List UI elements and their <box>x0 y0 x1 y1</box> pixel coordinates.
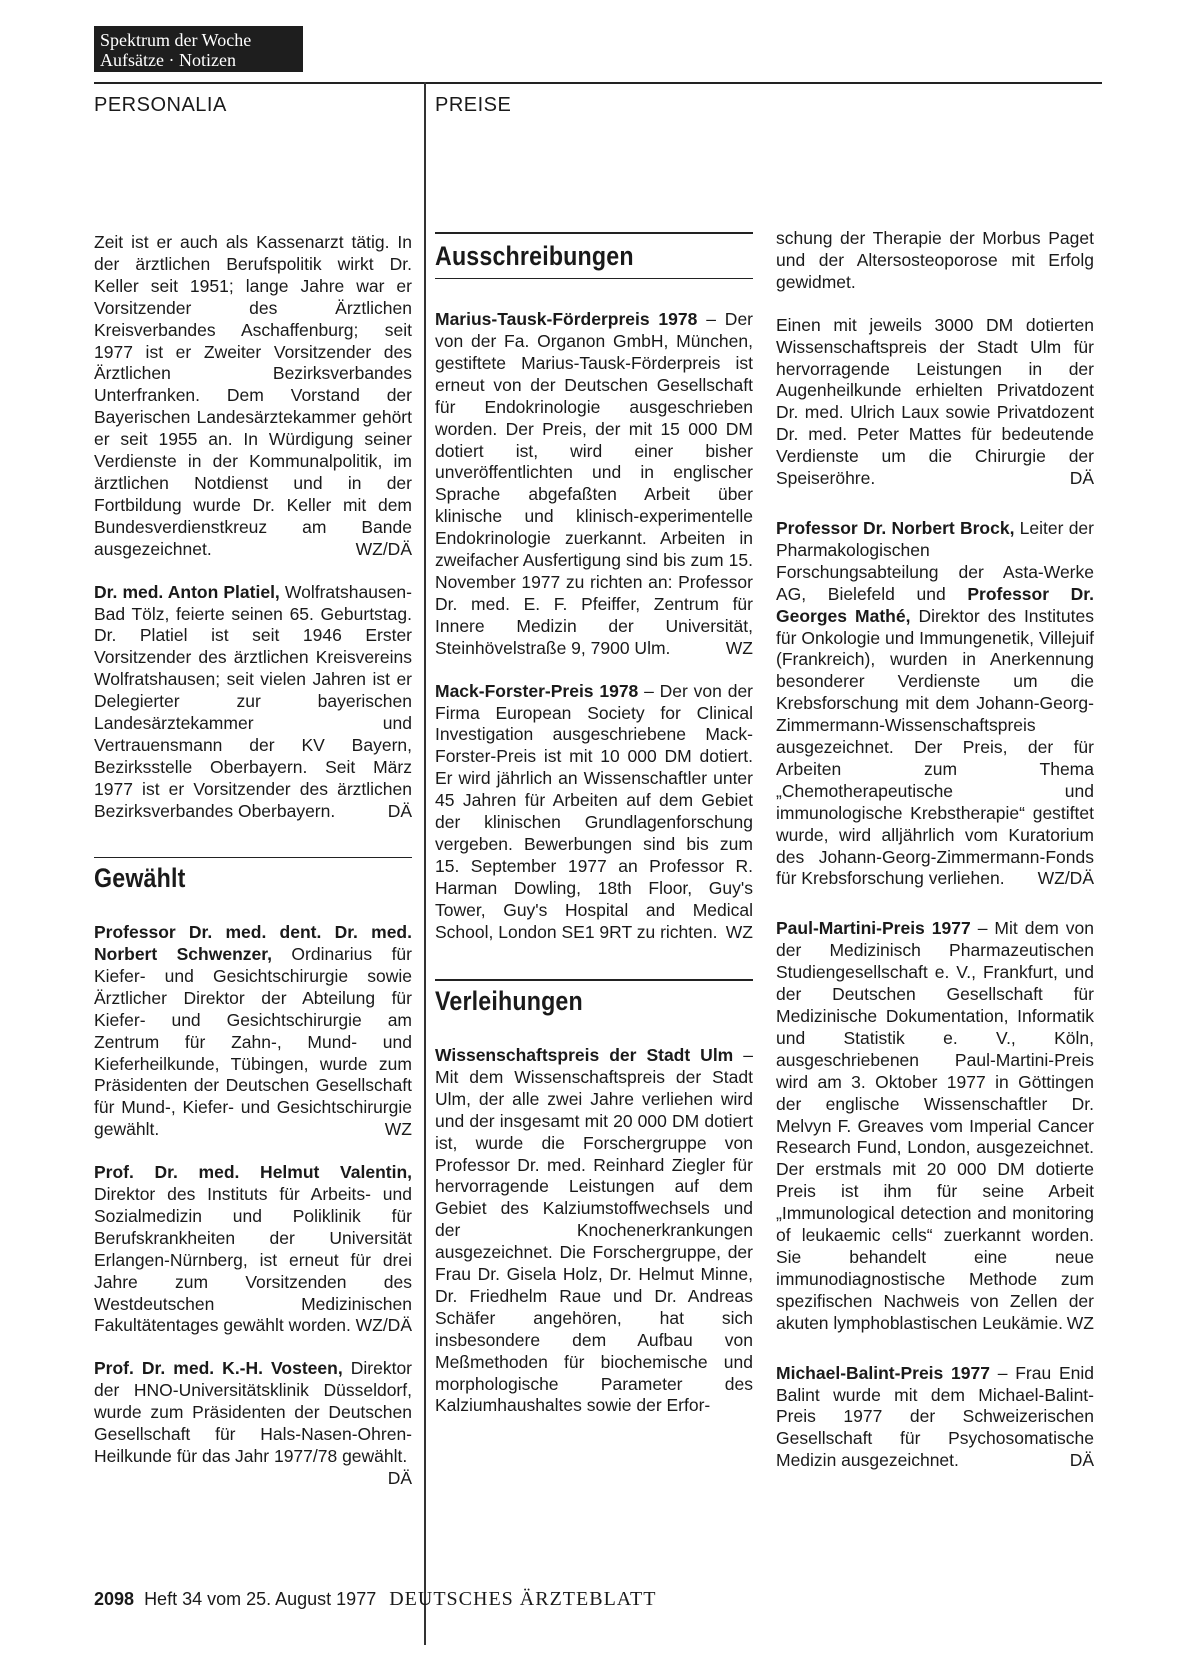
column-3 <box>776 228 1094 1493</box>
paragraph-text: – Mit dem Wissenschaftspreis der Stadt Ulm, der alle zwei Jahre verliehen wird und der insgesamt mit 20 000 DM dotiert ist, wurde die Forschergruppe von Professor Dr. med. Reinhard Ziegler für hervorragende Leistungen auf dem Gebiet des Kalziumstoffwechsels und der Knochenerkrankungen ausgezeichnet. Die Forschergruppe, der Frau Dr. Gisela Holz, Dr. Helmut Minne, Dr. Friedhelm Raue und Dr. Andreas Schäfer angehören, hat sich insbesondere dem Aufbau von Meßmethoden für biochemische und morphologische Parameter des Kalziumhaushaltes sowie der Erfor- <box>435 1044 753 1416</box>
paragraph-text: – Der von der Fa. Organon GmbH, München, gestiftete Marius-Tausk-Förderpreis ist erneut von der Deutschen Gesellschaft für Endokrinologie ausgeschrieben worden. Der Preis, der mit 15 000 DM dotiert ist, wird einer bisher unveröffentlichten und in englischer Sprache abgefaßten Arbeit über klinische und klinisch-experimentelle Endokrinologie zuerkannt. Arbeiten in zweifacher Ausfertigung sind bis zum 15. November 1977 zu richten an: Professor Dr. med. E. F. Pfeiffer, Zentrum für Innere Medizin der Universität, Steinhövelstraße 9, 7900 Ulm. <box>435 309 753 658</box>
page-number: 2098 <box>94 1589 135 1609</box>
paragraph-text: Ordinarius für Kiefer- und Gesichtschirurgie sowie Ärztlicher Direktor der Abteilung für Kiefer- und Gesichtschirurgie am Zentrum für Zahn-, Mund- und Kieferheilkunde, Tübingen, wurde zum Präsidenten der Deutschen Gesellschaft für Mund-, Kiefer- und Gesichtschirurgie gewählt. <box>94 943 412 1140</box>
paragraph-text: – Mit dem von der Medizinisch Pharmazeutischen Studiengesellschaft e. V., Frankfurt, und der Deutschen Gesellschaft für Medizinische Dokumentation, Informatik und Statistik e. V., Köln, ausgeschriebenen Paul-Martini-Preis wird am 3. Oktober 1977 in Göttingen der englische Wissenschaftler Dr. Melvyn F. Greaves vom Imperial Cancer Research Fund, London, ausgezeichnet. Der erstmals mit 20 000 DM dotierte Preis ist ihm für seine Arbeit „Immunological detection and monitoring of leukaemic cells“ zuerkannt worden. Sie behandelt eine neue immunodiagnostische Methode zum spezifischen Nachweis von Zellen der akuten lymphoblastischen Leukämie. <box>776 918 1094 1333</box>
top-rule <box>94 82 1102 84</box>
heading-block-gewaehlt <box>94 857 412 894</box>
person-name: Prof. Dr. med. K.-H. Vosteen, <box>94 1358 343 1379</box>
paragraph-mack-forster <box>435 681 753 944</box>
person-name: Professor Dr. Georges Mathé, <box>776 583 1095 626</box>
paragraph-vosteen <box>94 1358 413 1488</box>
paragraph-text: Leiter der Pharmakologischen Forschungsabteilung der Asta-Werke AG, Bielefeld und <box>776 517 1094 604</box>
prize-name: Michael-Balint-Preis 1977 <box>776 1362 990 1383</box>
author-signature: DÄ <box>1069 1450 1094 1471</box>
person-name: Professor Dr. Norbert Brock, <box>776 517 1015 538</box>
paragraph-text: Einen mit jeweils 3000 DM dotierten Wissenschaftspreis der Stadt Ulm für hervorragende Leistungen in der Augenheilkunde erhielten Privatdozent Dr. med. Ulrich Laux sowie Privatdozent Dr. med. Peter Mattes für bedeutende Verdienste um die Chirurgie der Speiseröhre. <box>776 314 1094 489</box>
heading-gewaehlt: Gewählt <box>94 863 186 894</box>
prize-name: Wissenschaftspreis der Stadt Ulm <box>435 1044 734 1065</box>
paragraph-keller <box>94 232 412 561</box>
section-header-box <box>94 26 303 72</box>
paragraph-text: Direktor des Institutes für Onkologie und Immungenetik, Villejuif (Frankreich), wurden in Anerkennung besonderer Verdienste um die Krebsforschung mit dem Johann-Georg-Zimmermann-Wissenschaftspreis ausgezeichnet. Der Preis, der für Arbeiten zum Thema „Chemotherapeutische und immunologische Krebstherapie“ gestiftet wurde, wird alljährlich vom Kuratorium des Johann-Georg-Zimmermann-Fonds für Krebsforschung verliehen. <box>776 605 1094 889</box>
paragraph-schwenzer <box>94 922 412 1141</box>
person-name: Professor Dr. med. dent. Dr. med. Norbert Schwenzer, <box>94 922 412 964</box>
paragraph-text: Direktor der HNO-Universitätsklinik Düsseldorf, wurde zum Präsidenten der Deutschen Gesellschaft für Hals-Nasen-Ohren-Heilkunde für das Jahr 1977/78 gewählt. <box>94 1358 413 1466</box>
author-signature: WZ <box>1066 1312 1094 1333</box>
paragraph-platiel <box>94 582 412 823</box>
paragraph-text: – Frau Enid Balint wurde mit dem Michael-Balint-Preis 1977 der Schweizerischen Gesellschaft für Psychosomatische Medizin ausgezeichnet. <box>776 1362 1095 1471</box>
heading-rule <box>435 979 753 981</box>
paragraph-michael-balint <box>776 1363 1094 1473</box>
heading-rule <box>435 232 753 234</box>
paragraph-valentin <box>94 1162 412 1337</box>
heading-rule <box>94 857 412 859</box>
column-1 <box>94 232 412 1490</box>
author-signature: WZ/DÄ <box>355 1315 412 1336</box>
paragraph-text: schung der Therapie der Morbus Paget und der Altersosteoporose mit Erfolg gewidmet. <box>776 228 1094 292</box>
heading-block-ausschreibungen <box>435 232 753 279</box>
heading-ausschreibungen: Ausschreibungen <box>435 240 634 271</box>
header-line-1: Spektrum der Woche <box>100 30 252 50</box>
prize-name: Paul-Martini-Preis 1977 <box>776 918 971 939</box>
column-divider <box>424 82 426 1645</box>
magazine-title: DEUTSCHES ÄRZTEBLATT <box>389 1588 657 1610</box>
author-signature: DÄ <box>1069 468 1094 489</box>
author-signature: DÄ <box>387 1467 412 1488</box>
header-line-2: Aufsätze · Notizen <box>100 50 236 70</box>
author-signature: WZ/DÄ <box>355 538 412 559</box>
paragraph-text: Zeit ist er auch als Kassenarzt tätig. In der ärztlichen Berufspolitik wirkt Dr. Keller seit 1951; lange Jahre war er Vorsitzender des Ärztlichen Kreisverbandes Aschaffenburg; seit 1977 ist er Zweiter Vorsitzender des Ärztlichen Bezirksverbandes Unterfranken. Dem Vorstand der Bayerischen Landesärztekammer gehört er seit 1955 an. In Würdigung seiner Verdienste in der Kommunalpolitik, im ärztlichen Notdienst und in der Fortbildung wurde Dr. Keller mit dem Bundesverdienstkreuz am Bande ausgezeichnet. <box>94 232 412 559</box>
author-signature: WZ <box>384 1119 412 1140</box>
paragraph-ulm-prize <box>435 1045 753 1417</box>
paragraph-paul-martini <box>776 918 1094 1334</box>
prize-name: Mack-Forster-Preis 1978 <box>435 680 639 701</box>
author-signature: WZ <box>725 921 753 942</box>
author-signature: WZ <box>725 637 753 658</box>
paragraph-text: – Der von der Firma European Society for Clinical Investigation ausgeschriebene Mack-Forster-Preis ist mit 10 000 DM dotiert. Er wird jährlich an Wissenschaftler unter 45 Jahren für Arbeiten auf dem Gebiet der klinischen Grundlagenforschung vergeben. Bewerbungen sind bis zum 15. September 1977 an Professor R. Harman Dowling, 18th Floor, Guy's Tower, Guy's Hospital and Medical School, London SE1 9RT zu richten. <box>435 680 754 942</box>
author-signature: WZ/DÄ <box>1037 868 1094 889</box>
heading-verleihungen: Verleihungen <box>435 986 583 1017</box>
paragraph-text: Wolfratshausen-Bad Tölz, feierte seinen 65. Geburtstag. Dr. Platiel ist seit 1946 Erster Vorsitzender des ärztlichen Kreisvereins Wolfratshausen; seit vielen Jahren ist er Delegierter zur bayerischen Landesärztekammer und Vertrauensmann der KV Bayern, Bezirksstelle Oberbayern. Seit März 1977 ist er Vorsitzender des ärztlichen Bezirksverbandes Oberbayern. <box>94 581 412 821</box>
column-2 <box>435 232 753 1438</box>
person-name: Prof. Dr. med. Helmut Valentin, <box>94 1162 412 1183</box>
heading-block-verleihungen <box>435 979 753 1017</box>
paragraph-marius-tausk <box>435 309 753 660</box>
person-name: Dr. med. Anton Platiel, <box>94 581 280 602</box>
page-footer <box>94 1588 656 1611</box>
issue-info: Heft 34 vom 25. August 1977 <box>144 1589 377 1609</box>
paragraph-brock-mathe <box>776 518 1094 890</box>
paragraph-text: Direktor des Instituts für Arbeits- und Sozialmedizin und Poliklinik für Berufskrankheiten der Universität Erlangen-Nürnberg, ist erneut für drei Jahre zum Vorsitzenden des Westdeutschen Medizinischen Fakultätentages gewählt worden. <box>94 1184 412 1336</box>
heading-rule <box>435 278 753 280</box>
paragraph-continuation <box>776 228 1094 294</box>
prize-name: Marius-Tausk-Förderpreis 1978 <box>435 309 698 330</box>
section-label-preise: PREISE <box>435 94 512 116</box>
section-label-personalia: PERSONALIA <box>94 94 227 116</box>
paragraph-ulm-eye-prize <box>776 315 1094 490</box>
author-signature: DÄ <box>387 800 412 821</box>
